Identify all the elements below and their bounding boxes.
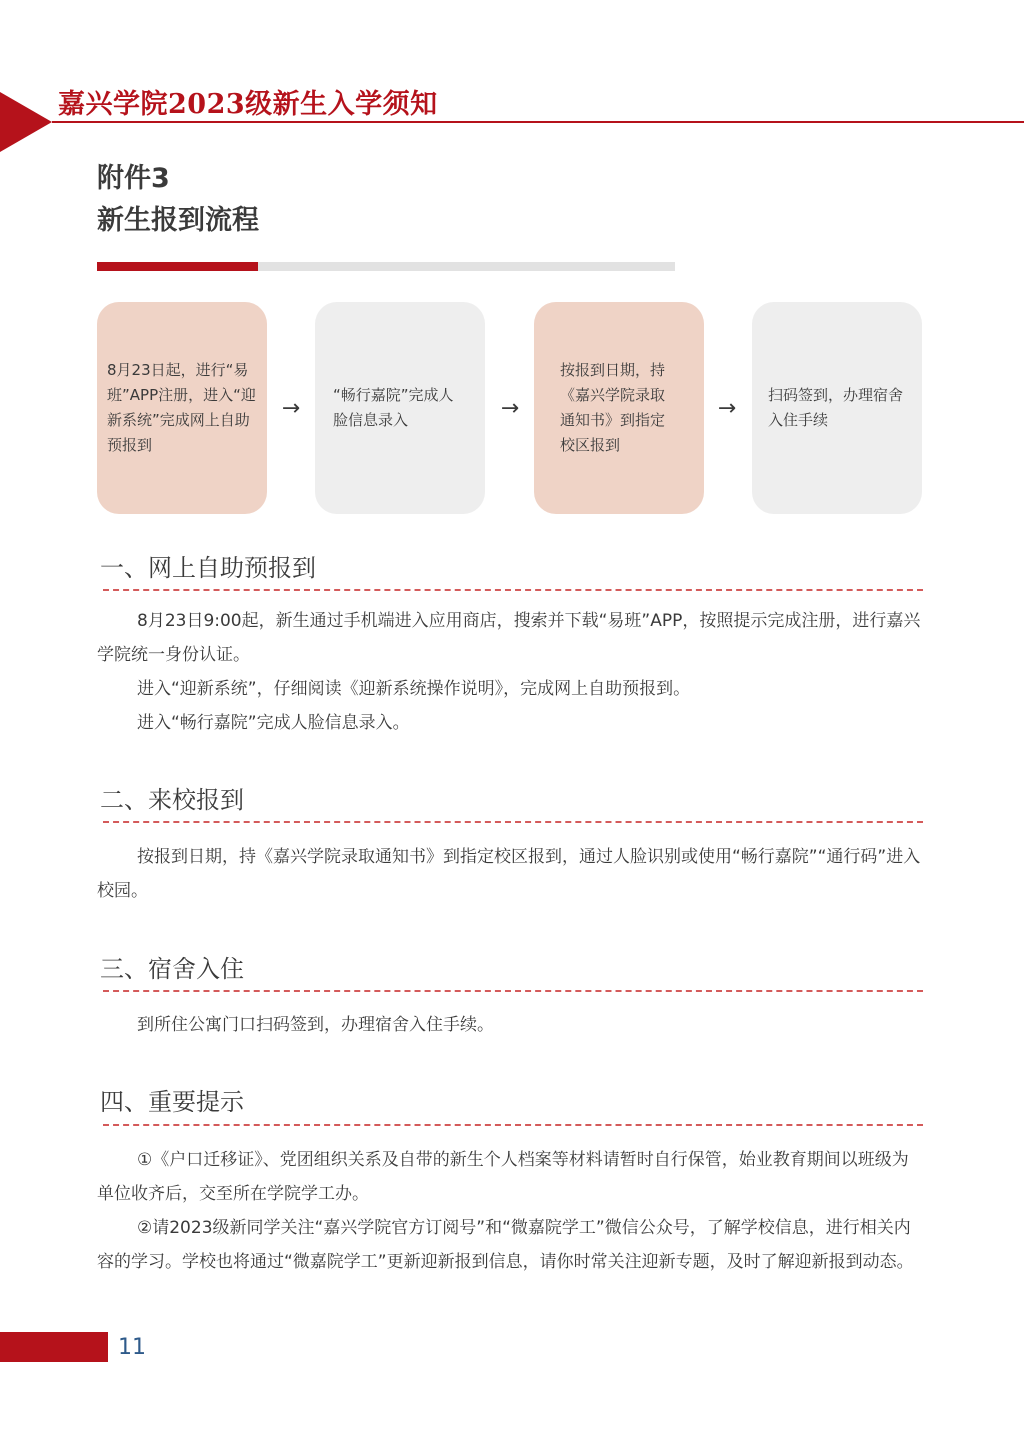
arrow-right-icon: → [717,396,737,421]
flow-step-2 [315,302,485,514]
section-heading-campus-registration: 二、来校报到 [100,786,244,814]
arrow-right-icon: → [500,396,520,421]
annex-label: 附件3 [97,163,170,194]
section-heading-dormitory: 三、宿舍入住 [100,955,244,983]
paragraph: 按报到日期，持《嘉兴学院录取通知书》到指定校区报到，通过人脸识别或使用“畅行嘉院”“通行码”进入校园。 [97,847,921,901]
paragraph: ②请2023级新同学关注“嘉兴学院官方订阅号”和“微嘉院学工”微信公众号，了解学校信息，进行相关内容的学习。学校也将通过“微嘉院学工”更新迎新报到信息，请你时常关注迎新专题，及时了解迎新报到动态。 [97,1218,914,1272]
footer-bar [0,1332,108,1362]
dashed-divider [103,589,923,591]
paragraph: 进入“迎新系统”，仔细阅读《迎新系统操作说明》，完成网上自助预报到。 [137,679,691,699]
paragraph: 到所住公寓门口扫码签到，办理宿舍入住手续。 [137,1015,494,1035]
paragraph: 进入“畅行嘉院”完成人脸信息录入。 [137,713,410,733]
page-title: 新生报到流程 [97,205,259,236]
dashed-divider [103,821,923,823]
flow-step-3 [534,302,704,514]
title-underline-red [97,262,258,271]
flow-step-3-text: 按报到日期，持《嘉兴学院录取通知书》到指定校区报到 [560,361,666,454]
paragraph: ①《户口迁移证》、党团组织关系及自带的新生个人档案等材料请暂时自行保管，始业教育期间以班级为单位收齐后，交至所在学院学工办。 [97,1150,909,1204]
section-heading-online-registration: 一、网上自助预报到 [100,554,316,582]
dashed-divider [103,990,923,992]
flow-step-4-text: 扫码签到，办理宿舍入住手续 [768,386,904,429]
page-number: 11 [118,1335,146,1360]
flow-step-1 [97,302,267,514]
document-title: 嘉兴学院2023级新生入学须知 [58,89,438,120]
arrow-right-icon: → [281,396,301,421]
header-rule [52,121,1024,123]
dashed-divider [103,1124,923,1126]
flow-step-2-text: “畅行嘉院”完成人脸信息录入 [333,386,454,429]
section-heading-important-notes: 四、重要提示 [100,1088,244,1116]
paragraph: 8月23日9:00起，新生通过手机端进入应用商店，搜索并下载“易班”APP，按照提示完成注册，进行嘉兴学院统一身份认证。 [97,611,921,665]
header-triangle-decoration [0,92,52,152]
flow-step-4 [752,302,922,514]
flow-step-1-text: 8月23日起，进行“易班”APP注册，进入“迎新系统”完成网上自助预报到 [107,361,256,454]
